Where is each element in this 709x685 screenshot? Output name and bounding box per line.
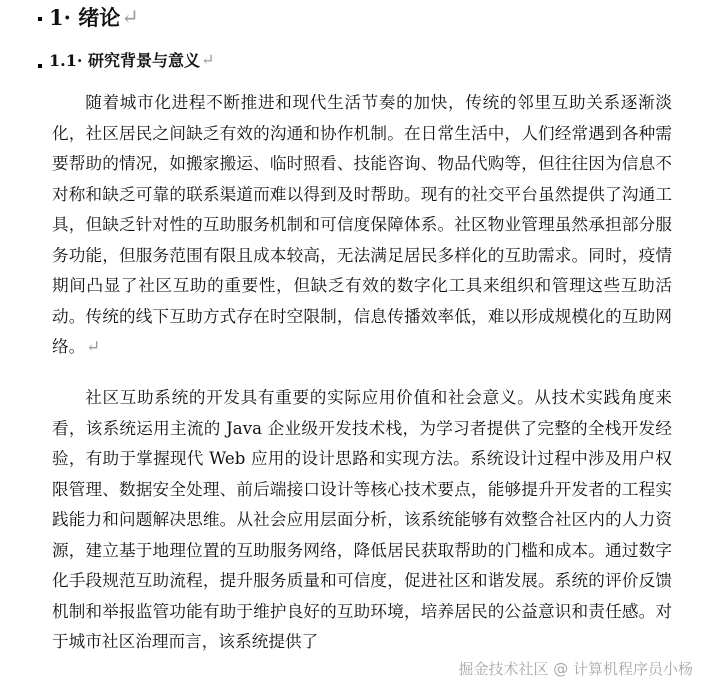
paragraph-mark-icon: ↵ (121, 5, 139, 29)
body-paragraph-significance (52, 383, 672, 658)
paragraph-mark-icon: ↵ (200, 50, 215, 69)
paragraph-bullet-marker (38, 64, 42, 68)
heading-level-1 (38, 2, 139, 32)
watermark: 掘金技术社区 @ 计算机程序员小杨 (458, 660, 693, 678)
paragraph-text: 随着城市化进程不断推进和现代生活节奏的加快，传统的邻里互助关系逐渐淡化，社区居民之间缺乏有效的沟通和协作机制。在日常生活中，人们经常遇到各种需要帮助的情况，如搬家搬运、临时照看、技能咨询、物品代购等，但往往因为信息不对称和缺乏可靠的联系渠道而难以得到及时帮助。现有的社交平台虽然提供了沟通工具，但缺乏针对性的互助服务机制和可信度保障体系。社区物业管理虽然承担部分服务功能，但服务范围有限且成本较高，无法满足居民多样化的互助需求。同时，疫情期间凸显了社区互助的重要性，但缺乏有效的数字化工具来组织和管理这些互助活动。传统的线下互助方式存在时空限制，信息传播效率低，难以形成规模化的互助网络。 (52, 93, 672, 356)
paragraph-text: 社区互助系统的开发具有重要的实际应用价值和社会意义。从技术实践角度来看，该系统运用主流的 Java 企业级开发技术栈，为学习者提供了完整的全栈开发经验，有助于掌握现代 Web 应用的设计思路和实现方法。系统设计过程中涉及用户权限管理、数据安全处理、前后端接口设计等核心技术要点，能够提升开发者的工程实践能力和问题解决思维。从社会应用层面分析，该系统能够有效整合社区内的人力资源，建立基于地理位置的互助服务网络，降低居民获取帮助的门槛和成本。通过数字化手段规范互助流程，提升服务质量和可信度，促进社区和谐发展。系统的评价反馈机制和举报监管功能有助于维护良好的互助环境，培养居民的公益意识和责任感。对于城市社区治理而言，该系统提供了 (52, 388, 672, 651)
paragraph-mark-icon: ↵ (86, 337, 101, 356)
heading-1-text: 1· 绪论 (49, 5, 121, 30)
heading-2-text: 1.1· 研究背景与意义 (49, 51, 200, 70)
body-paragraph-background (52, 88, 672, 363)
paragraph-bullet-marker (38, 17, 42, 21)
heading-level-2 (38, 48, 214, 71)
